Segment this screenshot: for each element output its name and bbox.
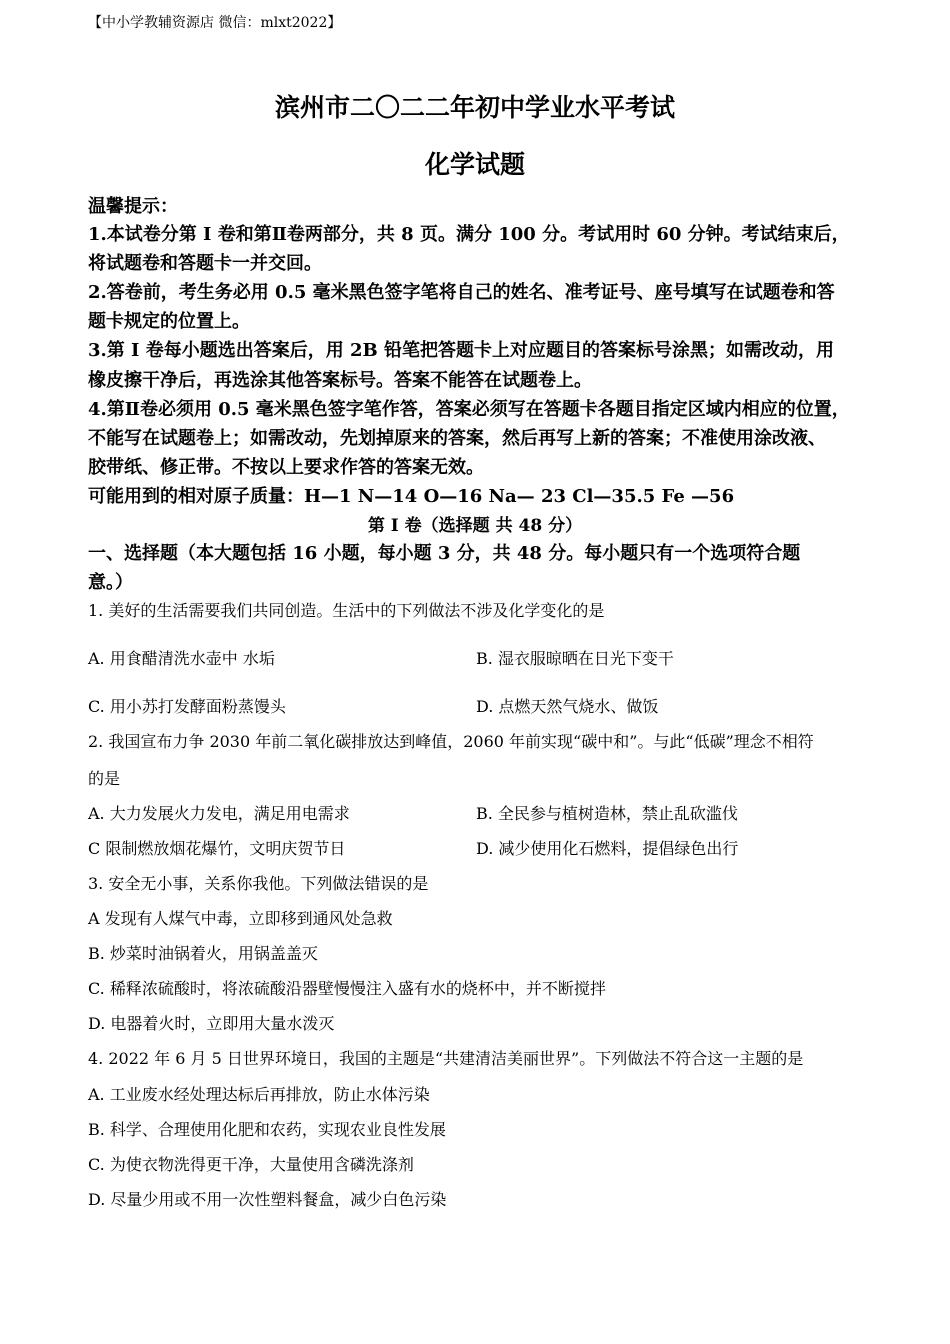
exam-subtitle: 化学试题	[424, 150, 525, 179]
q4-option-c: C. 为使衣物洗得更干净，大量使用含磷洗涤剂	[88, 1155, 414, 1174]
part-1-heading: 一、选择题（本大题包括 16 小题，每小题 3 分，共 48 分。每小题只有一个选项符合题	[88, 543, 801, 564]
q4-stem: 4. 2022 年 6 月 5 日世界环境日，我国的主题是“共建清洁美丽世界”。下列做法不符合这一主题的是	[88, 1049, 804, 1068]
tips-line: 将试题卷和答题卡一并交回。	[88, 253, 322, 274]
q2-option-c: C 限制燃放烟花爆竹，文明庆贺节日	[88, 839, 346, 858]
part-1-heading-cont: 意。）	[88, 572, 133, 593]
q3-option-d: D. 电器着火时，立即用大量水泼灭	[88, 1014, 335, 1033]
tips-line: 橡皮擦干净后，再选涂其他答案标号。答案不能答在试题卷上。	[88, 370, 592, 391]
tips-line: 题卡规定的位置上。	[88, 311, 250, 332]
q2-option-b: B. 全民参与植树造林，禁止乱砍滥伐	[476, 804, 738, 823]
tips-line: 1.本试卷分第 I 卷和第Ⅱ卷两部分，共 8 页。满分 100 分。考试用时 60 分钟。考试结束后，	[88, 224, 850, 245]
q1-option-b: B. 湿衣服晾晒在日光下变干	[476, 649, 674, 668]
q1-stem: 1. 美好的生活需要我们共同创造。生活中的下列做法不涉及化学变化的是	[88, 601, 605, 620]
q2-option-d: D. 减少使用化石燃料，提倡绿色出行	[476, 839, 739, 858]
q2-option-a: A. 大力发展火力发电，满足用电需求	[88, 804, 350, 823]
q3-option-a: A 发现有人煤气中毒，立即移到通风处急救	[88, 909, 393, 928]
q1-option-a: A. 用食醋清洗水壶中 水垢	[88, 649, 275, 668]
section-1-title: 第 I 卷（选择题 共 48 分）	[367, 516, 583, 536]
q4-option-d: D. 尽量少用或不用一次性塑料餐盒，减少白色污染	[88, 1190, 447, 1209]
q4-option-b: B. 科学、合理使用化肥和农药，实现农业良性发展	[88, 1120, 446, 1139]
q3-option-c: C. 稀释浓硫酸时，将浓硫酸沿器壁慢慢注入盛有水的烧杯中，并不断搅拌	[88, 979, 606, 998]
exam-title: 滨州市二〇二二年初中学业水平考试	[274, 93, 675, 122]
tips-heading: 温馨提示：	[88, 196, 178, 217]
tips-line: 不能写在试题卷上；如需改动，先划掉原来的答案，然后再写上新的答案；不准使用涂改液、	[88, 428, 826, 449]
tips-line: 2.答卷前，考生务必用 0.5 毫米黑色签字笔将自己的姓名、准考证号、座号填写在试题卷和答	[88, 282, 835, 303]
q2-stem-cont: 的是	[88, 769, 121, 788]
atomic-mass-line: 可能用到的相对原子质量：H—1 N—14 O—16 Na— 23 Cl—35.5 Fe —56	[88, 486, 735, 507]
tips-line: 胶带纸、修正带。不按以上要求作答的答案无效。	[88, 457, 484, 478]
q1-option-d: D. 点燃天然气烧水、做饭	[476, 697, 659, 716]
q4-option-a: A. 工业废水经处理达标后再排放，防止水体污染	[88, 1085, 430, 1104]
q3-stem: 3. 安全无小事，关系你我他。下列做法错误的是	[88, 874, 429, 893]
page-header: 【中小学教辅资源店 微信：mlxt2022】	[88, 15, 342, 31]
tips-line: 3.第 I 卷每小题选出答案后，用 2B 铅笔把答题卡上对应题目的答案标号涂黑；如需改动，用	[88, 340, 835, 361]
tips-line: 4.第Ⅱ卷必须用 0.5 毫米黑色签字笔作答，答案必须写在答题卡各题目指定区域内相应的位置，	[88, 399, 850, 420]
q3-option-b: B. 炒菜时油锅着火，用锅盖盖灭	[88, 944, 318, 963]
q1-option-c: C. 用小苏打发酵面粉蒸馒头	[88, 697, 286, 716]
q2-stem: 2. 我国宣布力争 2030 年前二氧化碳排放达到峰值，2060 年前实现“碳中和”。与此“低碳”理念不相符	[88, 732, 814, 751]
